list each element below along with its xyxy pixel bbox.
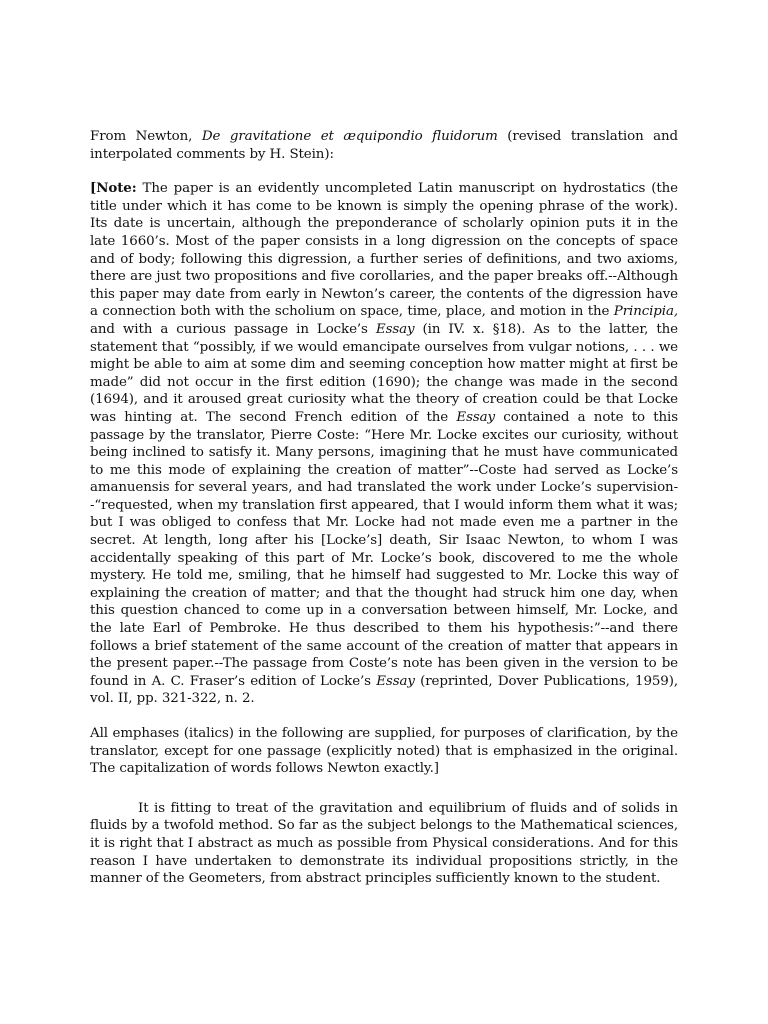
note-paragraph [90,180,678,708]
body-paragraph: It is fitting to treat of the gravitation and equilibrium of fluids and of solids in fluids by a twofold method. So far as the subject belongs to the Mathematical sciences, it is right that I abstract as much as possible from Physical considerations. And for this reason I have undertaken to demonstrate its individual propositions strictly, in the manner of the Geometers, from abstract principles sufficiently known to the student. [90,800,678,887]
principia-title: Principia, [613,304,678,320]
note-text-5: (reprinted, Dover Publications, 1959), vol. II, pp. 321-322, n. 2. [90,673,679,707]
emphases-paragraph: All emphases (italics) in the following are supplied, for purposes of clarification, by the translator, except for one passage (explicitly noted) that is emphasized in the original. The capitalization of words follows Newton exactly.] [90,726,678,777]
essay-title-1: Essay [375,321,415,337]
note-text-1: The paper is an evidently uncompleted Latin manuscript on hydrostatics (the title under which it has come to be known is simply the opening phrase of the work). Its date is uncertain, although the preponderance of scholarly opinion puts it in the late 1660’s. Most of the paper consists in a long digression on the concepts of space and of body; following this digression, a further series of definitions, and two axioms, there are just two propositions and five corollaries, and the paper breaks off.--Although this paper may date from early in Newton’s career, the contents of the digression have a connection both with the scholium on space, time, place, and motion in the [90,181,678,320]
note-text-2: and with a curious passage in Locke’s [90,321,376,337]
work-title: De gravitatione et æquipondio fluidorum [201,129,498,144]
note-text-3: (in IV. x. §18). As to the latter, the statement that “possibly, if we would emancipate ourselves from vulgar notions, . . . we might be able to aim at some dim and seeming conception how matter might at first be made” did not occur in the first edition (1690); the change was made in the second (1694), and it aroused great curiosity what the theory of creation could be that Locke was hinting at. The second French edition of the [90,321,678,425]
essay-title-2: Essay [456,409,495,425]
intro-rest: (revised translation and interpolated comments by H. Stein): [90,129,679,162]
intro-paragraph [90,128,678,163]
essay-title-3: Essay [376,673,415,689]
intro-from: From Newton, [90,129,202,144]
note-label: [Note: [90,180,137,197]
note-text-4: contained a note to this passage by the translator, Pierre Coste: “Here Mr. Locke excites our curiosity, without being inclined to satisfy it. Many persons, imagining that he must have communicated to me this mode of explaining the creation of matter”--Coste had served as Locke’s amanuensis for several years, and had translated the work under Locke’s supervision--“requested, when my translation first appeared, that I would inform them what it was; but I was obliged to confess that Mr. Locke had not made even me a partner in the secret. At length, long after his [Locke’s] death, Sir Isaac Newton, to whom I was accidentally speaking of this part of Mr. Locke’s book, discovered to me the whole mystery. He told me, smiling, that he himself had suggested to Mr. Locke this way of explaining the creation of matter; and that the thought had struck him one day, when this question chanced to come up in a conversation between himself, Mr. Locke, and the late Earl of Pembroke. He thus described to them his hypothesis:”--and there follows a brief statement of the same account of the creation of matter that appears in the present paper.--The passage from Coste’s note has been given in the version to be found in A. C. Fraser’s edition of Locke’s [90,409,678,689]
